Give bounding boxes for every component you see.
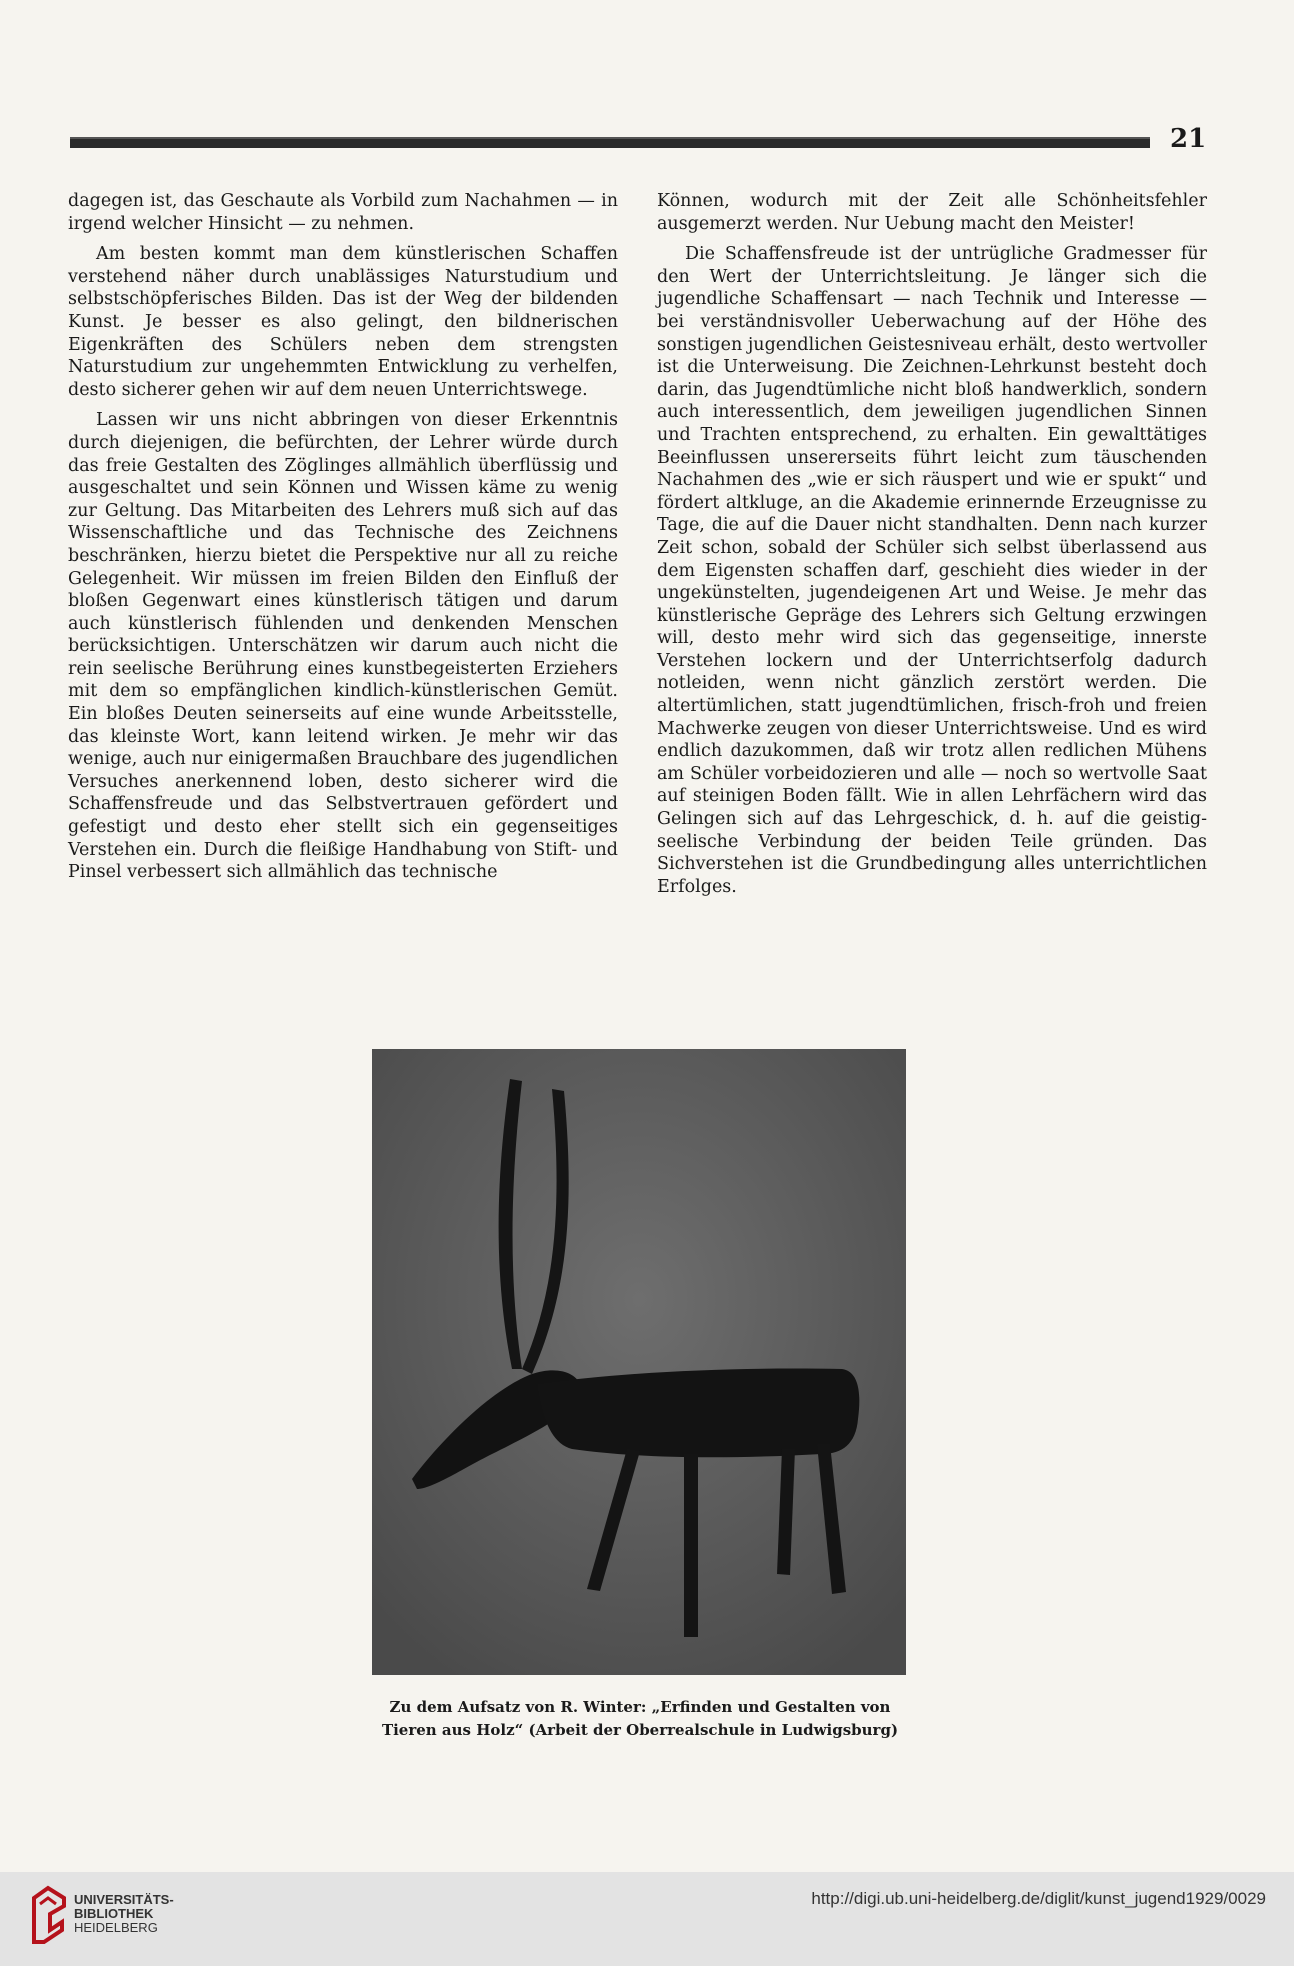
library-name-line: HEIDELBERG bbox=[74, 1920, 158, 1935]
paragraph: Können, wodurch mit der Zeit alle Schönheitsfehler ausgemerzt werden. Nur Uebung macht den Meister! bbox=[657, 191, 1207, 234]
library-logo-icon bbox=[28, 1884, 70, 1946]
page-number: 21 bbox=[1170, 124, 1207, 154]
paragraph: Am besten kommt man dem künstlerischen Schaffen verstehend näher durch unablässiges Naturstudium und selbstschöpferisches Bilden. Das ist der Weg der bildenden Kunst. Je besser es also gelingt, den bildnerischen Eigenkräften des Schülers neben dem strengsten Naturstudium zur ungehemmten Entwicklung zu verhelfen, desto sicherer gehen wir auf dem neuen Unterrichtswege. bbox=[68, 244, 618, 400]
left-text-column bbox=[68, 190, 618, 892]
footer-bar bbox=[0, 1872, 1294, 1966]
paragraph: dagegen ist, das Geschaute als Vorbild zum Nachahmen — in irgend welcher Hinsicht — zu nehmen. bbox=[68, 191, 618, 234]
library-name bbox=[74, 1893, 174, 1935]
right-text-column bbox=[657, 190, 1207, 906]
wooden-animal-photo bbox=[372, 1049, 906, 1675]
wooden-deer-figure bbox=[372, 1049, 906, 1675]
source-url-link[interactable]: http://digi.ub.uni-heidelberg.de/diglit/kunst_jugend1929/0029 bbox=[811, 1889, 1266, 1908]
caption-line: Tieren aus Holz“ (Arbeit der Oberrealschule in Ludwigsburg) bbox=[381, 1721, 899, 1739]
paragraph: Die Schaffensfreude ist der untrügliche Gradmesser für den Wert der Unterrichtsleitung. Je länger sich die jugendliche Schaffensart — nach Technik und Interesse — bei verständnisvoller Ueberwachung auf der Höhe des sonstigen jugendlichen Geistesniveau erhält, desto wertvoller ist die Unterweisung. Die Zeichnen-Lehrkunst besteht doch darin, das Jugendtümliche nicht bloß handwerklich, sondern auch interessentlich, dem jeweiligen jugendlichen Sinnen und Trachten entsprechend, zu erhalten. Ein gewalttätiges Beeinflussen unsererseits führt leicht zum täuschenden Nachahmen des „wie er sich räuspert und wie er spukt“ und fördert altkluge, an die Akademie erinnernde Erzeugnisse zu Tage, die auf die Dauer nicht standhalten. Denn nach kurzer Zeit schon, sobald der Schüler sich selbst überlassend aus dem Eigensten schaffen darf, geschieht dies wieder in der ungekünstelten, jugendeigenen Art und Weise. Je mehr das künstlerische Gepräge des Lehrers sich Geltung erzwingen will, desto mehr wird sich das gegenseitige, innerste Verstehen lockern und der Unterrichtserfolg dadurch notleiden, wenn nicht gänzlich zerstört werden. Die altertümlichen, statt jugendtümlichen, frisch-froh und freien Machwerke zeugen von dieser Unterrichtsweise. Und es wird endlich dazukommen, daß wir trotz allen redlichen Mühens am Schüler vorbeidozieren und alle — noch so wertvolle Saat auf steinigen Boden fällt. Wie in allen Lehrfächern wird das Gelingen sich auf das Lehrgeschick, d. h. auf die geistig-seelische Verbindung der beiden Teile gründen. Das Sichverstehen ist die Grundbedingung alles unterrichtlichen Erfolges. bbox=[657, 244, 1207, 897]
paragraph: Lassen wir uns nicht abbringen von dieser Erkenntnis durch diejenigen, die befürchten, der Lehrer würde durch das freie Gestalten des Zöglinges allmählich überflüssig und ausgeschaltet und sein Können und Wissen käme zu wenig zur Geltung. Das Mitarbeiten des Lehrers muß sich auf das Wissenschaftliche und das Technische des Zeichnens beschränken, hierzu bietet die Perspektive nur all zu reiche Gelegenheit. Wir müssen im freien Bilden den Einfluß der bloßen Gegenwart eines künstlerisch tätigen und darum auch künstlerisch fühlenden und denkenden Menschen berücksichtigen. Unterschätzen wir darum auch nicht die rein seelische Berührung eines kunstbegeisterten Erziehers mit dem so empfänglichen kindlich-künstlerischen Gemüt. Ein bloßes Deuten seinerseits auf eine wunde Arbeitsstelle, das kleinste Wort, kann leitend wirken. Je mehr wir das wenige, auch nur einigermaßen Brauchbare des jugendlichen Versuches anerkennend loben, desto sicherer wird die Schaffensfreude und das Selbstvertrauen gefördert und gefestigt und desto eher stellt sich ein gegenseitiges Verstehen ein. Durch die fleißige Handhabung von Stift- und Pinsel verbessert sich allmählich das technische bbox=[68, 410, 618, 883]
university-library-logo[interactable] bbox=[28, 1884, 70, 1946]
library-name-line: BIBLIOTHEK bbox=[74, 1906, 154, 1921]
photo-caption bbox=[330, 1696, 950, 1742]
header-rule bbox=[70, 137, 1150, 148]
caption-line: Zu dem Aufsatz von R. Winter: „Erfinden und Gestalten von bbox=[389, 1698, 891, 1716]
library-name-line: UNIVERSITÄTS- bbox=[74, 1892, 174, 1907]
